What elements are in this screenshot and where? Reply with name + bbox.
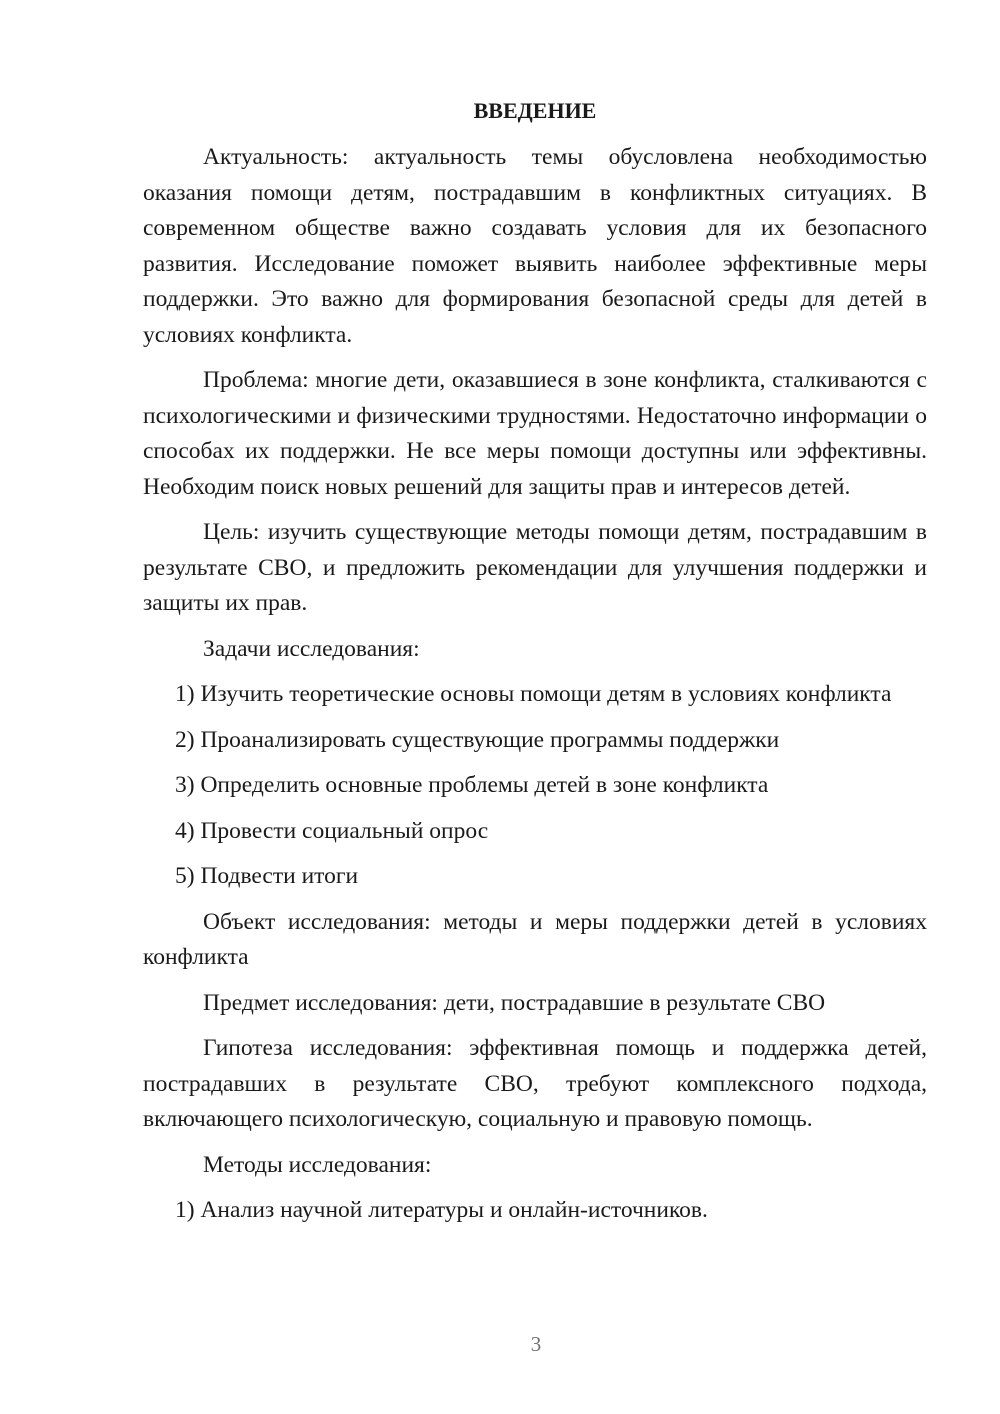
- methods-title: Методы исследования:: [203, 1151, 432, 1178]
- tasks-title: Задачи исследования:: [203, 635, 420, 662]
- method-item: 1) Анализ научной литературы и онлайн-источников.: [175, 1197, 708, 1223]
- relevance-paragraph: Актуальность: актуальность темы обусловлена необходимостью оказания помощи детям, пострадавшим в конфликтных ситуациях. В современном обществе важно создавать условия для их безопасного развития. Исследование поможет выявить наиболее эффективные меры поддержки. Это важно для формирования безопасной среды для детей в условиях конфликта.: [143, 144, 927, 348]
- page-number: 3: [530, 1332, 542, 1356]
- goal-paragraph: Цель: изучить существующие методы помощи детям, пострадавшим в результате СВО, и предложить рекомендации для улучшения поддержки и защиты их прав.: [143, 519, 927, 616]
- task-item: 2) Проанализировать существующие программы поддержки: [175, 726, 780, 753]
- task-item: 5) Подвести итоги: [175, 863, 359, 889]
- object-paragraph: Объект исследования: методы и меры поддержки детей в условиях конфликта: [143, 908, 927, 970]
- hypothesis-paragraph: Гипотеза исследования: эффективная помощь и поддержка детей, пострадавших в результате СВО, требуют комплексного подхода, включающего психологическую, социальную и правовую помощь.: [143, 1035, 927, 1132]
- task-item: 4) Провести социальный опрос: [175, 817, 489, 844]
- task-item: 1) Изучить теоретические основы помощи детям в условиях конфликта: [175, 681, 892, 707]
- subject-paragraph: Предмет исследования: дети, пострадавшие в результате СВО: [203, 989, 826, 1016]
- problem-paragraph: Проблема: многие дети, оказавшиеся в зоне конфликта, сталкиваются с психологическими и физическими трудностями. Недостаточно информации о способах их поддержки. Не все меры помощи доступны или эффективны. Необходим поиск новых решений для защиты прав и интересов детей.: [143, 367, 927, 500]
- section-heading: ВВЕДЕНИЕ: [473, 98, 597, 123]
- document-body: [143, 93, 927, 1239]
- task-item: 3) Определить основные проблемы детей в зоне конфликта: [175, 772, 769, 798]
